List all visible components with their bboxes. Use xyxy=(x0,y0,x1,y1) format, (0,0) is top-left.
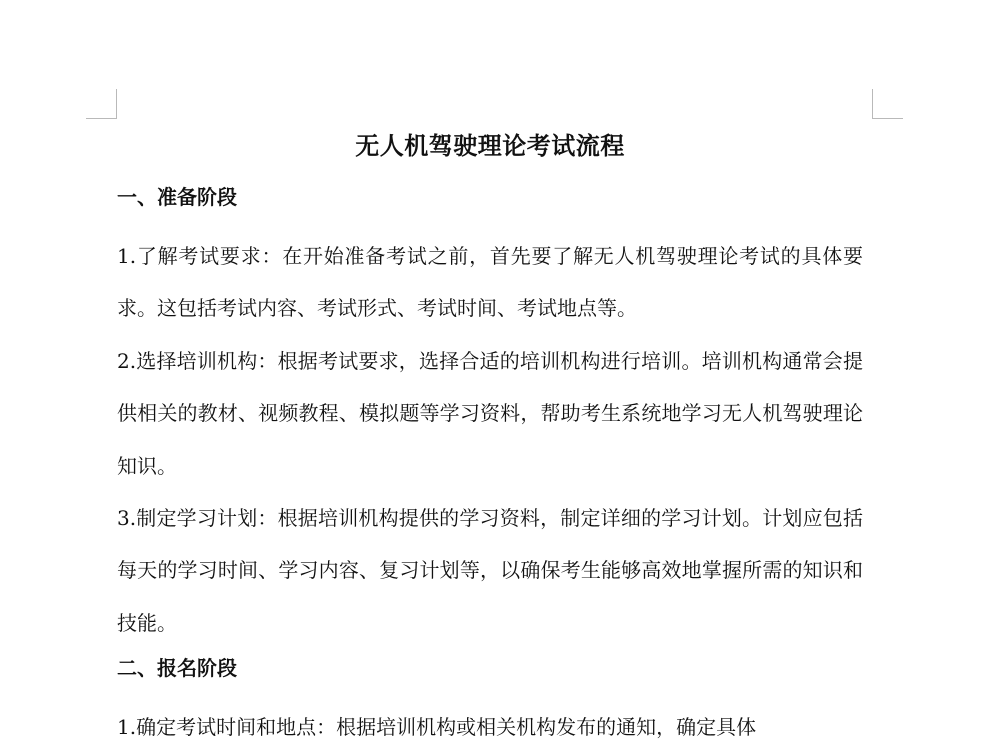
margin-corner-mark-right xyxy=(872,89,903,119)
paragraph-registration-1: 1.确定考试时间和地点：根据培训机构或相关机构发布的通知，确定具体 xyxy=(117,715,757,740)
margin-corner-mark-left xyxy=(86,89,117,119)
paragraph-prep-3: 3.制定学习计划：根据培训机构提供的学习资料，制定详细的学习计划。计划应包括每天的学习时间、学习内容、复习计划等，以确保考生能够高效地掌握所需的知识和技能。 xyxy=(117,506,863,635)
document-body xyxy=(117,126,863,740)
document-title: 无人机驾驶理论考试流程 xyxy=(355,131,625,160)
paragraph-prep-1: 1.了解考试要求：在开始准备考试之前，首先要了解无人机驾驶理论考试的具体要求。这包括考试内容、考试形式、考试时间、考试地点等。 xyxy=(117,244,863,321)
section-heading-prep: 一、准备阶段 xyxy=(117,185,237,209)
section-heading-registration: 二、报名阶段 xyxy=(117,656,237,681)
paragraph-prep-2: 2.选择培训机构：根据考试要求，选择合适的培训机构进行培训。培训机构通常会提供相关的教材、视频教程、模拟题等学习资料，帮助考生系统地学习无人机驾驶理论知识。 xyxy=(117,348,863,478)
